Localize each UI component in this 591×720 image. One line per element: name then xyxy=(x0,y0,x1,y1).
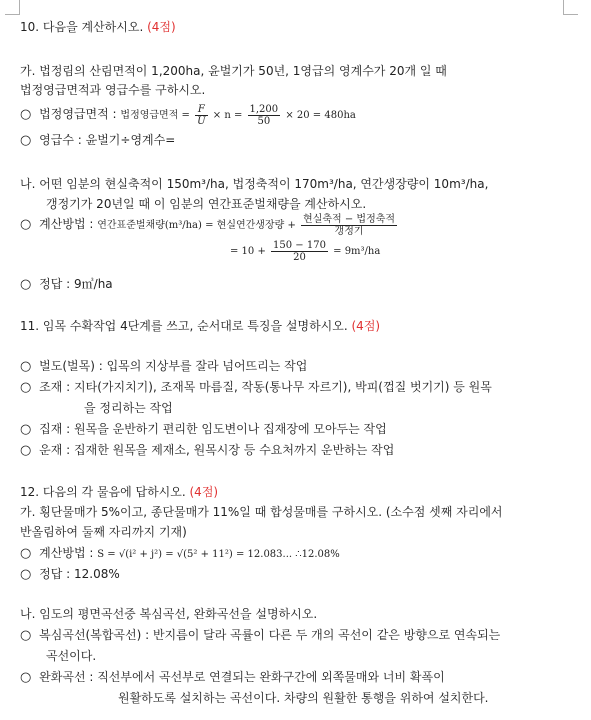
q11-item2 xyxy=(20,379,492,396)
q12-b-item2 xyxy=(20,669,445,686)
fraction-numerator: 1,200 xyxy=(249,104,279,115)
fraction-numerator: 150 − 170 xyxy=(273,240,326,251)
bullet-circle-icon: ○ xyxy=(20,217,32,232)
q10-b-calc xyxy=(230,240,380,263)
formula-result: = 9m³/ha xyxy=(333,246,381,257)
fraction-numerator: F xyxy=(195,104,207,116)
q11-item1-text: 벌도(벌목) : 입목의 지상부를 잘라 넘어뜨리는 작업 xyxy=(39,359,308,373)
bullet-circle-icon: ○ xyxy=(20,133,32,148)
q10-b-method xyxy=(20,214,399,237)
q12-b-item2-text: 완화곡선 : 직선부에서 곡선부로 연결되는 완화구간에 외쪽물매와 너비 확폭이 xyxy=(39,670,445,684)
bullet-circle-icon: ○ xyxy=(20,277,32,292)
formula-result: × 20 = 480ha xyxy=(285,110,356,121)
bullet-circle-icon: ○ xyxy=(20,628,32,643)
q10-b-prompt-2: 갱정기가 20년일 때 이 임분의 연간표준벌채량을 계산하시오. xyxy=(46,197,367,211)
q11-item2-text: 조재 : 지타(가지치기), 조재목 마름질, 작동(통나무 자르기), 박피(껍질 벗기기) 등 원목 xyxy=(39,380,492,394)
q10-a-prompt-1: 가. 법정림의 산림면적이 1,200ha, 윤벌기가 50년, 1영급의 영계수가 20개 일 때 xyxy=(20,64,447,78)
q11-points: (4점) xyxy=(351,319,381,333)
bullet-circle-icon: ○ xyxy=(20,546,32,561)
q12-b-item2-continued: 원활하도록 설치하는 곡선이다. 차량의 원활한 통행을 위하여 설치한다. xyxy=(118,691,489,705)
fraction-numerator: 현실축적 − 법정축적 xyxy=(303,214,396,225)
q11-item2-continued: 을 정리하는 작업 xyxy=(84,401,173,415)
q12-a-method-formula: S = √(i² + j²) = √(5² + 11²) = 12.083... ∴12.08% xyxy=(97,549,340,560)
q10-a-item1-label: 법정영급면적 : xyxy=(39,107,117,121)
q10-title: 10. 다음을 계산하시오. xyxy=(20,20,144,34)
q12-a-answer-text: 정답 : 12.08% xyxy=(39,567,120,581)
q12-b-prompt: 나. 임도의 평면곡선중 복심곡선, 완화곡선을 설명하시오. xyxy=(20,607,318,621)
fraction-denominator: U xyxy=(197,116,206,127)
q10-b-method-label: 계산방법 : xyxy=(39,217,94,231)
q11-item3 xyxy=(20,421,387,438)
fraction-150-170-over-20 xyxy=(271,240,328,263)
bullet-circle-icon: ○ xyxy=(20,443,32,458)
fraction-f-over-u xyxy=(195,104,207,127)
q10-a-item2 xyxy=(20,132,175,149)
q10-b-method-formula xyxy=(97,214,399,237)
q10-a-item1 xyxy=(20,104,356,127)
formula-lhs: 법정영급면적 = xyxy=(120,110,190,121)
q10-a-item1-formula xyxy=(120,104,356,127)
q10-b-calc-formula xyxy=(230,240,381,263)
q11-title: 11. 임목 수확작업 4단계를 쓰고, 순서대로 특징을 설명하시오. xyxy=(20,319,348,333)
q11-item4-text: 운재 : 집재한 원목을 제재소, 원목시장 등 수요처까지 운반하는 작업 xyxy=(39,443,395,457)
q12-b-item1-text: 복심곡선(복합곡선) : 반지름이 달라 곡률이 다른 두 개의 곡선이 같은 방향으로 연속되는 xyxy=(39,628,501,642)
bullet-circle-icon: ○ xyxy=(20,380,32,395)
q10-a-prompt-2: 법정영급면적과 영급수를 구하시오. xyxy=(20,83,206,97)
fraction-denominator: 갱정기 xyxy=(334,226,364,237)
q12-a-method xyxy=(20,545,340,563)
q12-a-prompt-2: 반올림하여 둘째 자리까지 기재) xyxy=(20,525,187,539)
formula-lhs: 연간표준벌채량(m³/ha) = 현실연간생장량 + xyxy=(97,220,296,231)
fraction-1200-over-50 xyxy=(248,104,281,127)
q11-item4 xyxy=(20,442,394,459)
q12-heading xyxy=(20,484,218,500)
bullet-circle-icon: ○ xyxy=(20,670,32,685)
q11-item3-text: 집재 : 원목을 운반하기 편리한 임도변이나 집재장에 모아두는 작업 xyxy=(39,422,387,436)
page-corner-mark-top-left xyxy=(5,0,20,15)
q10-b-answer xyxy=(20,276,113,293)
q12-a-method-label: 계산방법 : xyxy=(39,546,94,560)
q11-item1 xyxy=(20,358,307,375)
bullet-circle-icon: ○ xyxy=(20,567,32,582)
q12-a-answer xyxy=(20,566,120,583)
q10-heading xyxy=(20,19,176,35)
fraction-stock-diff-over-period xyxy=(301,214,397,237)
formula-times-n: × n = xyxy=(212,110,243,121)
q10-b-answer-text: 정답 : 9㎥/ha xyxy=(39,277,113,291)
formula-lhs: = 10 + xyxy=(230,246,266,257)
page-corner-mark-top-right xyxy=(563,0,578,15)
q10-points: (4점) xyxy=(147,20,176,34)
bullet-circle-icon: ○ xyxy=(20,422,32,437)
q12-a-prompt-1: 가. 횡단물매가 5%이고, 종단물매가 11%일 때 합성물매를 구하시오. (소수점 셋째 자리에서 xyxy=(20,505,503,519)
q12-b-item1-continued: 곡선이다. xyxy=(46,649,97,663)
bullet-circle-icon: ○ xyxy=(20,359,32,374)
bullet-circle-icon: ○ xyxy=(20,107,32,122)
q10-a-item2-text: 영급수 : 윤벌기÷영계수= xyxy=(39,133,176,147)
q12-b-item1 xyxy=(20,627,500,644)
q10-b-prompt-1: 나. 어떤 임분의 현실축적이 150m³/ha, 법정축적이 170m³/ha, 연간생장량이 10m³/ha, xyxy=(20,177,489,191)
q12-points: (4점) xyxy=(189,485,219,499)
q11-heading xyxy=(20,318,380,334)
q12-title: 12. 다음의 각 물음에 답하시오. xyxy=(20,485,186,499)
fraction-denominator: 50 xyxy=(257,116,271,127)
fraction-denominator: 20 xyxy=(293,252,306,263)
